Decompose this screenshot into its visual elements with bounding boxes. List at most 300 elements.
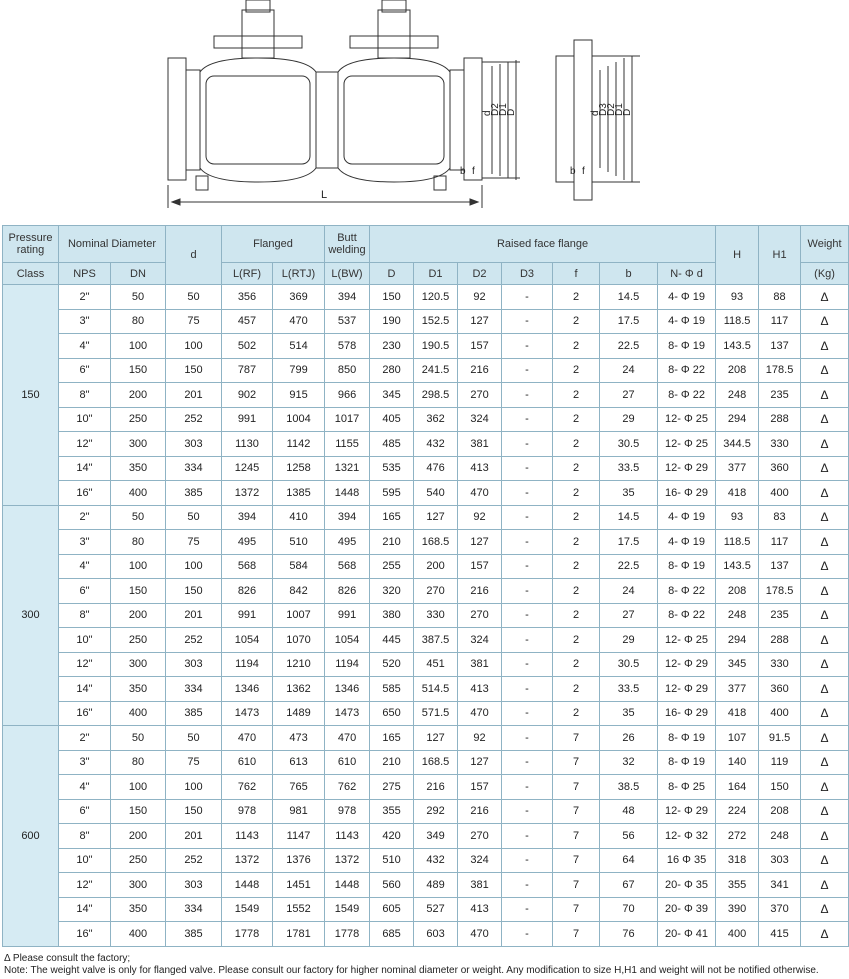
table-cell: 7 [553, 824, 600, 849]
table-cell: 3" [59, 309, 111, 334]
table-cell: 470 [222, 726, 273, 751]
table-row [3, 481, 849, 506]
table-cell: 1147 [273, 824, 325, 849]
table-cell: 216 [458, 799, 502, 824]
table-cell: 250 [111, 407, 166, 432]
table-cell: 4- Φ 19 [658, 530, 716, 555]
table-cell: 1451 [273, 873, 325, 898]
left-flange-inner [186, 70, 200, 170]
table-row [3, 726, 849, 751]
table-cell: 230 [370, 334, 414, 359]
class-cell: 600 [3, 726, 59, 947]
right-stem [378, 10, 410, 58]
table-cell: - [502, 824, 553, 849]
table-cell: 10" [59, 848, 111, 873]
table-cell: 29 [600, 628, 658, 653]
table-cell: 360 [759, 456, 801, 481]
table-cell: 1245 [222, 456, 273, 481]
table-cell: 150 [111, 358, 166, 383]
header-b: b [600, 263, 658, 285]
table-cell: 330 [759, 432, 801, 457]
table-cell: 584 [273, 554, 325, 579]
table-cell: 6" [59, 579, 111, 604]
table-cell: 650 [370, 701, 414, 726]
table-cell: 12" [59, 873, 111, 898]
valve-technical-drawing [0, 0, 800, 222]
table-cell: - [502, 579, 553, 604]
table-cell: 405 [370, 407, 414, 432]
table-row [3, 383, 849, 408]
table-cell: 2 [553, 603, 600, 628]
table-cell: 16 Φ 35 [658, 848, 716, 873]
table-cell: 413 [458, 897, 502, 922]
table-cell: 1448 [325, 873, 370, 898]
table-cell: 1372 [222, 848, 273, 873]
table-row [3, 505, 849, 530]
table-cell: 100 [166, 775, 222, 800]
table-cell: 92 [458, 285, 502, 310]
table-cell: 12- Φ 29 [658, 456, 716, 481]
table-cell: 369 [273, 285, 325, 310]
table-cell: 50 [111, 505, 166, 530]
table-cell: 272 [716, 824, 759, 849]
table-cell: 38.5 [600, 775, 658, 800]
table-cell: 294 [716, 628, 759, 653]
table-row [3, 897, 849, 922]
table-cell: 178.5 [759, 358, 801, 383]
table-cell: 70 [600, 897, 658, 922]
table-cell: - [502, 848, 553, 873]
table-cell: - [502, 505, 553, 530]
table-cell: 50 [111, 285, 166, 310]
table-cell: 241.5 [414, 358, 458, 383]
table-cell: 83 [759, 505, 801, 530]
left-ball [206, 76, 310, 164]
table-cell: 208 [716, 579, 759, 604]
table-cell: 35 [600, 481, 658, 506]
header-D: D [370, 263, 414, 285]
table-cell: 568 [222, 554, 273, 579]
weight-consult-cell: Δ [801, 309, 849, 334]
weight-consult-cell: Δ [801, 481, 849, 506]
table-cell: 8- Φ 22 [658, 603, 716, 628]
table-cell: 255 [370, 554, 414, 579]
table-cell: 585 [370, 677, 414, 702]
dim-label-side-0: d [482, 110, 493, 116]
table-cell: 578 [325, 334, 370, 359]
header-butt-welding: Butt welding [325, 226, 370, 263]
weight-consult-cell: Δ [801, 383, 849, 408]
dim-label-side-2: D1 [498, 103, 509, 116]
table-cell: 22.5 [600, 554, 658, 579]
table-cell: - [502, 334, 553, 359]
table-cell: 387.5 [414, 628, 458, 653]
table-cell: 12" [59, 432, 111, 457]
table-cell: 7 [553, 897, 600, 922]
table-cell: 300 [111, 432, 166, 457]
table-cell: 613 [273, 750, 325, 775]
table-cell: 12- Φ 29 [658, 799, 716, 824]
table-cell: 27 [600, 383, 658, 408]
weight-consult-cell: Δ [801, 922, 849, 947]
table-cell: 210 [370, 530, 414, 555]
table-cell: 826 [222, 579, 273, 604]
table-cell: 50 [166, 285, 222, 310]
table-cell: 201 [166, 383, 222, 408]
table-cell: 685 [370, 922, 414, 947]
header-weight: Weight [801, 226, 849, 263]
table-cell: 826 [325, 579, 370, 604]
table-row [3, 922, 849, 947]
table-cell: 520 [370, 652, 414, 677]
table-cell: 345 [716, 652, 759, 677]
table-body [3, 285, 849, 947]
weight-consult-cell: Δ [801, 334, 849, 359]
table-cell: 510 [370, 848, 414, 873]
table-cell: 150 [111, 579, 166, 604]
table-cell: 2 [553, 701, 600, 726]
table-cell: 1194 [222, 652, 273, 677]
table-row [3, 701, 849, 726]
table-cell: 1448 [325, 481, 370, 506]
dim-label-end-3: D1 [614, 103, 625, 116]
table-cell: 350 [111, 897, 166, 922]
header-raised-face-flange: Raised face flange [370, 226, 716, 263]
table-cell: 415 [759, 922, 801, 947]
table-row [3, 579, 849, 604]
table-cell: 400 [759, 481, 801, 506]
table-cell: 470 [273, 309, 325, 334]
table-cell: - [502, 603, 553, 628]
table-cell: 100 [111, 554, 166, 579]
table-cell: 1549 [222, 897, 273, 922]
table-cell: 26 [600, 726, 658, 751]
table-cell: 7 [553, 775, 600, 800]
table-cell: 91.5 [759, 726, 801, 751]
table-cell: 210 [370, 750, 414, 775]
table-cell: 514.5 [414, 677, 458, 702]
table-cell: 4" [59, 334, 111, 359]
table-cell: 1778 [222, 922, 273, 947]
table-cell: 1155 [325, 432, 370, 457]
table-cell: 137 [759, 554, 801, 579]
table-cell: 16" [59, 701, 111, 726]
header-D3: D3 [502, 263, 553, 285]
table-cell: 1552 [273, 897, 325, 922]
table-cell: 117 [759, 530, 801, 555]
table-row [3, 677, 849, 702]
table-cell: 381 [458, 432, 502, 457]
header-d: d [166, 226, 222, 285]
table-cell: 762 [325, 775, 370, 800]
table-cell: 605 [370, 897, 414, 922]
table-cell: 610 [325, 750, 370, 775]
table-cell: 92 [458, 505, 502, 530]
table-cell: 200 [111, 603, 166, 628]
table-cell: 157 [458, 334, 502, 359]
table-cell: 8- Φ 25 [658, 775, 716, 800]
table-cell: 17.5 [600, 309, 658, 334]
table-cell: 14.5 [600, 505, 658, 530]
table-cell: 270 [458, 383, 502, 408]
table-cell: 1007 [273, 603, 325, 628]
table-cell: 10" [59, 628, 111, 653]
table-cell: 200 [414, 554, 458, 579]
header-kg: (Kg) [801, 263, 849, 285]
table-cell: 476 [414, 456, 458, 481]
left-flange-outer [168, 58, 186, 180]
table-cell: 390 [716, 897, 759, 922]
right-foot [434, 176, 446, 190]
class-cell: 150 [3, 285, 59, 506]
table-cell: 216 [458, 358, 502, 383]
table-cell: 1448 [222, 873, 273, 898]
table-cell: 2 [553, 334, 600, 359]
table-cell: 152.5 [414, 309, 458, 334]
header-nps: NPS [59, 263, 111, 285]
table-cell: 14.5 [600, 285, 658, 310]
table-cell: 8- Φ 19 [658, 554, 716, 579]
table-cell: 157 [458, 775, 502, 800]
table-cell: 1321 [325, 456, 370, 481]
table-row [3, 285, 849, 310]
table-cell: 2 [553, 628, 600, 653]
table-cell: 370 [759, 897, 801, 922]
weight-consult-cell: Δ [801, 897, 849, 922]
table-cell: 8- Φ 22 [658, 383, 716, 408]
table-cell: 4" [59, 554, 111, 579]
table-cell: 14" [59, 677, 111, 702]
header-pressure-rating: Pressure rating [3, 226, 59, 263]
table-cell: 2" [59, 726, 111, 751]
table-cell: 8" [59, 603, 111, 628]
table-cell: 324 [458, 407, 502, 432]
table-cell: 560 [370, 873, 414, 898]
table-cell: 1372 [325, 848, 370, 873]
table-cell: - [502, 407, 553, 432]
table-cell: 250 [111, 848, 166, 873]
table-cell: 178.5 [759, 579, 801, 604]
right-ball [344, 76, 444, 164]
table-cell: 12- Φ 29 [658, 677, 716, 702]
table-cell: 413 [458, 456, 502, 481]
table-cell: 2 [553, 677, 600, 702]
header-D1: D1 [414, 263, 458, 285]
table-cell: 2 [553, 456, 600, 481]
header-H: H [716, 226, 759, 285]
table-cell: 991 [325, 603, 370, 628]
table-cell: - [502, 309, 553, 334]
table-cell: 235 [759, 383, 801, 408]
table-row [3, 432, 849, 457]
table-cell: 2 [553, 481, 600, 506]
dim-label-end-b: b [570, 166, 576, 177]
table-cell: 137 [759, 334, 801, 359]
table-cell: 385 [166, 481, 222, 506]
table-cell: 1385 [273, 481, 325, 506]
table-cell: 420 [370, 824, 414, 849]
table-cell: 118.5 [716, 309, 759, 334]
table-cell: 150 [166, 358, 222, 383]
table-cell: 418 [716, 481, 759, 506]
table-cell: 75 [166, 530, 222, 555]
table-cell: - [502, 456, 553, 481]
table-cell: - [502, 481, 553, 506]
table-cell: 118.5 [716, 530, 759, 555]
table-row [3, 652, 849, 677]
table-cell: 324 [458, 628, 502, 653]
table-cell: 345 [370, 383, 414, 408]
table-cell: 76 [600, 922, 658, 947]
table-cell: 1781 [273, 922, 325, 947]
table-cell: 377 [716, 456, 759, 481]
table-cell: 7 [553, 873, 600, 898]
table-cell: - [502, 652, 553, 677]
table-cell: 445 [370, 628, 414, 653]
table-cell: 100 [166, 334, 222, 359]
table-cell: 489 [414, 873, 458, 898]
table-cell: - [502, 750, 553, 775]
table-cell: - [502, 530, 553, 555]
table-cell: 8- Φ 22 [658, 358, 716, 383]
mid-flange [316, 72, 338, 168]
table-cell: 2" [59, 505, 111, 530]
table-cell: 2 [553, 530, 600, 555]
dim-label-end-0: d [590, 110, 601, 116]
weight-consult-cell: Δ [801, 603, 849, 628]
table-cell: 470 [325, 726, 370, 751]
table-cell: 33.5 [600, 456, 658, 481]
header-dn: DN [111, 263, 166, 285]
table-cell: 850 [325, 358, 370, 383]
table-cell: 1017 [325, 407, 370, 432]
table-cell: 1130 [222, 432, 273, 457]
table-cell: 12- Φ 25 [658, 407, 716, 432]
table-row [3, 530, 849, 555]
table-cell: 610 [222, 750, 273, 775]
table-cell: 765 [273, 775, 325, 800]
header-class: Class [3, 263, 59, 285]
table-cell: 324 [458, 848, 502, 873]
table-cell: 75 [166, 309, 222, 334]
table-cell: 29 [600, 407, 658, 432]
table-row [3, 456, 849, 481]
table-cell: 381 [458, 873, 502, 898]
table-cell: 127 [414, 505, 458, 530]
table-cell: 127 [458, 309, 502, 334]
table-cell: 93 [716, 505, 759, 530]
notes [4, 953, 819, 977]
table-cell: - [502, 922, 553, 947]
weight-consult-cell: Δ [801, 652, 849, 677]
table-row [3, 873, 849, 898]
table-cell: 50 [111, 726, 166, 751]
weight-consult-cell: Δ [801, 873, 849, 898]
table-cell: 252 [166, 407, 222, 432]
table-cell: 16" [59, 481, 111, 506]
table-cell: 535 [370, 456, 414, 481]
table-cell: 377 [716, 677, 759, 702]
table-row [3, 309, 849, 334]
table-cell: 150 [166, 799, 222, 824]
table-cell: - [502, 726, 553, 751]
table-cell: 360 [759, 677, 801, 702]
table-cell: 75 [166, 750, 222, 775]
table-cell: 413 [458, 677, 502, 702]
table-cell: 165 [370, 726, 414, 751]
dim-label-side-3: D [506, 108, 517, 116]
table-cell: 1549 [325, 897, 370, 922]
table-cell: 24 [600, 358, 658, 383]
table-cell: 362 [414, 407, 458, 432]
table-cell: 330 [759, 652, 801, 677]
dim-label-end-f: f [582, 166, 585, 177]
dim-label-b: b [460, 166, 466, 177]
table-cell: 1054 [222, 628, 273, 653]
table-cell: 400 [111, 481, 166, 506]
table-cell: 157 [458, 554, 502, 579]
table-cell: 4- Φ 19 [658, 505, 716, 530]
table-cell: 190 [370, 309, 414, 334]
table-cell: 568 [325, 554, 370, 579]
table-cell: 14" [59, 456, 111, 481]
table-cell: 991 [222, 603, 273, 628]
table-cell: - [502, 775, 553, 800]
table-cell: 50 [166, 505, 222, 530]
table-cell: 1054 [325, 628, 370, 653]
weight-consult-cell: Δ [801, 848, 849, 873]
table-cell: 298.5 [414, 383, 458, 408]
table-cell: 457 [222, 309, 273, 334]
header-nominal-diameter: Nominal Diameter [59, 226, 166, 263]
table-cell: 915 [273, 383, 325, 408]
table-cell: 451 [414, 652, 458, 677]
table-row [3, 407, 849, 432]
table-cell: 150 [166, 579, 222, 604]
table-cell: 470 [458, 922, 502, 947]
table-cell: 355 [370, 799, 414, 824]
table-cell: 120.5 [414, 285, 458, 310]
table-row [3, 334, 849, 359]
table-cell: 8- Φ 19 [658, 726, 716, 751]
table-cell: 12- Φ 25 [658, 432, 716, 457]
header-D2: D2 [458, 263, 502, 285]
table-cell: 64 [600, 848, 658, 873]
table-cell: 485 [370, 432, 414, 457]
table-cell: 235 [759, 603, 801, 628]
table-cell: - [502, 432, 553, 457]
weight-consult-cell: Δ [801, 799, 849, 824]
table-cell: 470 [458, 701, 502, 726]
table-row [3, 358, 849, 383]
weight-note: Note: The weight valve is only for flanged valve. Please consult our factory for higher nominal diameter or weight. Any modification to size H,H1 and weight will not be notified otherwise. [4, 965, 819, 976]
table-cell: 842 [273, 579, 325, 604]
header-l-rf: L(RF) [222, 263, 273, 285]
table-cell: 1142 [273, 432, 325, 457]
table-cell: 4- Φ 19 [658, 285, 716, 310]
table-cell: 2 [553, 383, 600, 408]
table-cell: 303 [166, 873, 222, 898]
table-cell: 14" [59, 897, 111, 922]
table-cell: 248 [716, 383, 759, 408]
weight-consult-cell: Δ [801, 358, 849, 383]
table-cell: 93 [716, 285, 759, 310]
table-cell: 320 [370, 579, 414, 604]
table-cell: 35 [600, 701, 658, 726]
table-cell: 1194 [325, 652, 370, 677]
table-cell: 20- Φ 41 [658, 922, 716, 947]
table-cell: 7 [553, 750, 600, 775]
